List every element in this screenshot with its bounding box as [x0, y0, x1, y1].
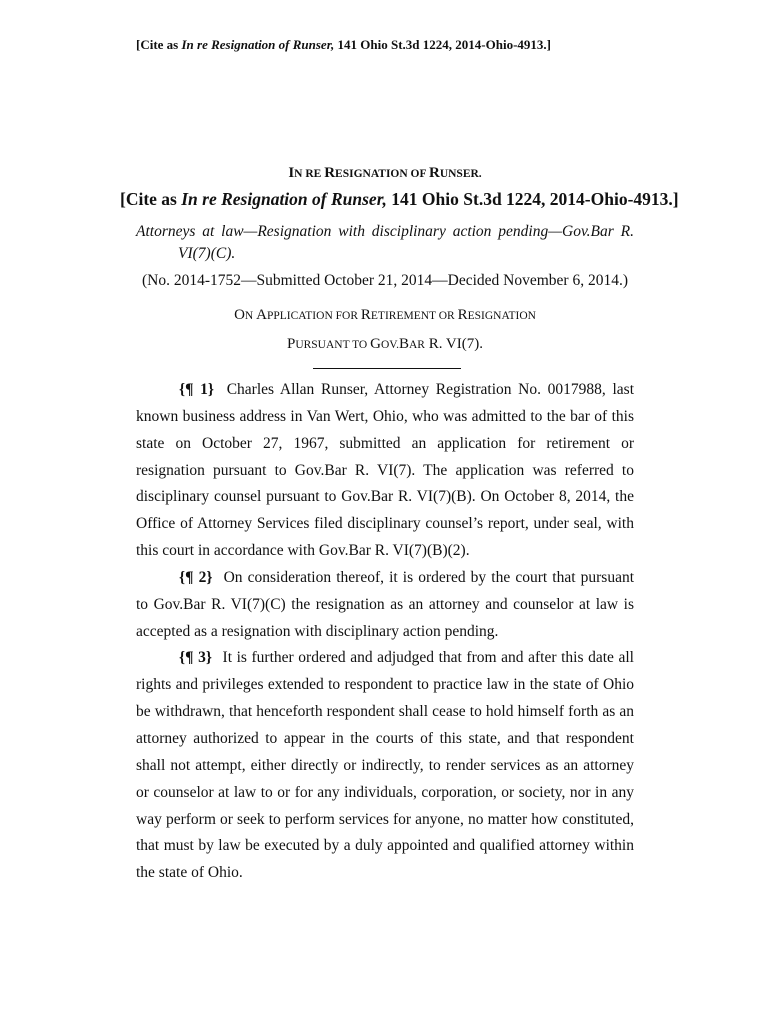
running-head-case-name: In re Resignation of Runser, — [181, 37, 335, 52]
paragraph-3 — [136, 645, 634, 887]
sc-b: B — [398, 336, 409, 352]
caption-in-re: N RE — [294, 168, 325, 180]
cite-line — [120, 189, 679, 210]
paragraph-number: {¶ 2} — [179, 568, 213, 586]
running-head-prefix: [Cite as — [136, 37, 182, 52]
headnote-line-2: VI(7)(C). — [178, 245, 236, 262]
sc-ov: OV. — [380, 339, 399, 351]
sc-pplication-for: PPLICATION FOR — [266, 310, 361, 322]
headnote-line-1: Attorneys at law—Resignation with disciplinary action pending—Gov.Bar R. — [136, 223, 634, 240]
running-head-citation — [136, 37, 551, 53]
sc-ar: AR — [408, 339, 425, 351]
sc-etirement-or: ETIREMENT OR — [370, 310, 458, 322]
running-head-suffix: 141 Ohio St.3d 1224, 2014-Ohio-4913.] — [334, 37, 551, 52]
paragraph-number: {¶ 1} — [179, 381, 215, 398]
on-application-heading — [136, 301, 634, 359]
caption-runser-initial: R — [428, 165, 440, 181]
sc-g: G — [370, 336, 381, 352]
sc-rest: R. VI(7). — [424, 336, 484, 352]
sc-ursuant-to: URSUANT TO — [295, 339, 371, 351]
sc-o: O — [234, 307, 245, 323]
separator-rule — [313, 368, 461, 369]
caption-r-initial: R — [324, 165, 336, 181]
cite-line-suffix: 141 Ohio St.3d 1224, 2014-Ohio-4913.] — [386, 189, 679, 209]
caption-in-initial: I — [288, 165, 295, 181]
case-caption-title — [136, 165, 634, 182]
cite-line-prefix: [Cite as — [120, 189, 182, 209]
sc-r1: R — [360, 307, 371, 323]
cite-line-case-name: In re Resignation of Runser, — [181, 189, 387, 209]
sc-a: A — [256, 307, 267, 323]
paragraph-text: It is further ordered and adjudged that from and after this date all rights and privileges extended to respondent to practice law in the state of Ohio be withdrawn, that henceforth respondent shall cease to hold himself forth as an attorney authorized to appear in the courts of this state, and that respondent shall not attempt, either directly or indirectly, to render services as an attorney or counselor at law to or for any individuals, corporation, or society, nor in any way perform or seek to perform services for anyone, no matter how constituted, that must by law be executed by a duly appointed and qualified attorney within the state of Ohio. — [136, 649, 634, 882]
sc-n: N — [244, 310, 257, 322]
paragraph-number: {¶ 3} — [179, 649, 212, 667]
caption-runser: UNSER. — [439, 168, 482, 180]
paragraph-1 — [136, 377, 634, 565]
paragraph-2 — [136, 565, 634, 646]
sc-r2: R — [457, 307, 468, 323]
sc-p: P — [286, 336, 296, 352]
opinion-body — [136, 377, 634, 887]
caption-resignation-of: ESIGNATION OF — [335, 168, 429, 180]
paragraph-text: Charles Allan Runser, Attorney Registration No. 0017988, last known business address in Van Wert, Ohio, who was admitted to the bar of this state on October 27, 1967, submitted an application for retirement or resignation pursuant to Gov.Bar R. VI(7). The application was referred to disciplinary counsel pursuant to Gov.Bar R. VI(7)(B). On October 8, 2014, the Office of Attorney Services filed disciplinary counsel’s report, under seal, with this court in accordance with Gov.Bar R. VI(7)(B)(2). — [136, 381, 635, 560]
on-application-line-1 — [136, 301, 634, 330]
sc-esignation: ESIGNATION — [467, 310, 536, 322]
docket-line: (No. 2014-1752—Submitted October 21, 2014—Decided November 6, 2014.) — [141, 272, 628, 289]
paragraph-text: On consideration thereof, it is ordered by the court that pursuant to Gov.Bar R. VI(7)(C) the resignation as an attorney and counselor at law is accepted as a resignation with disciplinary action pending. — [136, 568, 635, 640]
on-application-line-2 — [136, 330, 634, 359]
